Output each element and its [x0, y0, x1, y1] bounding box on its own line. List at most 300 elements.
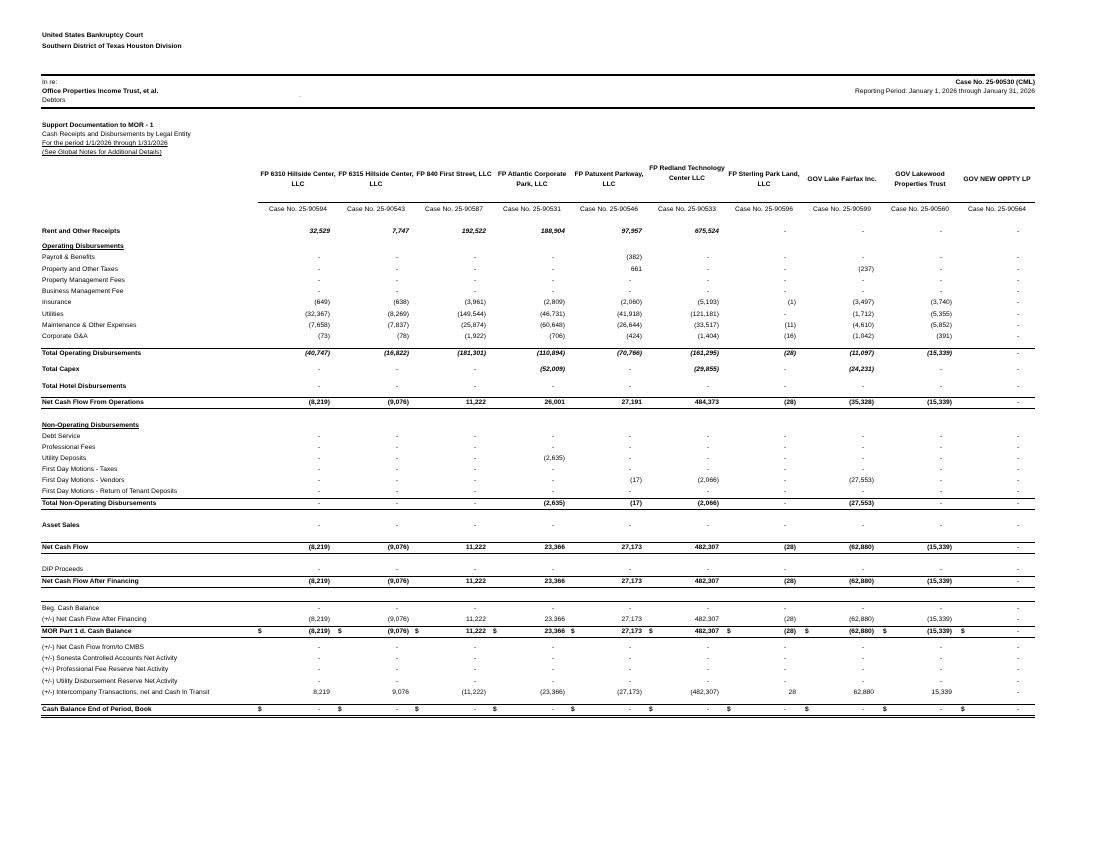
- table-cell: -: [318, 433, 321, 440]
- dollar-sign: $: [493, 706, 497, 713]
- table-cell: -: [784, 666, 787, 673]
- table-cell: -: [474, 254, 477, 261]
- row-label: Property Management Fees: [42, 277, 125, 284]
- table-cell: -: [862, 288, 865, 295]
- table-cell: -: [474, 605, 477, 612]
- table-cell: -: [318, 678, 321, 685]
- table-cell: -: [1017, 488, 1020, 495]
- table-cell: (7,658): [308, 322, 330, 329]
- row-label: Cash Balance End of Period, Book: [42, 706, 152, 713]
- table-cell: -: [707, 655, 710, 662]
- row-label: Maintenance & Other Expenses: [42, 322, 137, 329]
- table-cell: -: [1017, 383, 1020, 390]
- table-cell: (70,766): [617, 350, 642, 357]
- table-cell: -: [707, 605, 710, 612]
- table-cell: (706): [549, 333, 565, 340]
- table-rule: [41, 601, 1035, 602]
- dollar-sign: $: [649, 706, 653, 713]
- table-rule: [41, 509, 1035, 510]
- table-cell: -: [474, 277, 477, 284]
- table-cell: (4,610): [852, 322, 874, 329]
- table-cell: (16,822): [384, 350, 409, 357]
- table-cell: -: [862, 488, 865, 495]
- table-cell: 26,001: [544, 399, 565, 406]
- row-label: First Day Motions - Vendors: [42, 477, 125, 484]
- double-rule: [41, 715, 1035, 718]
- table-cell: -: [1017, 299, 1020, 306]
- table-cell: -: [396, 433, 399, 440]
- dollar-sign: $: [961, 628, 965, 635]
- table-cell: -: [396, 605, 399, 612]
- table-cell: -: [862, 455, 865, 462]
- table-cell: 23,366: [544, 628, 565, 635]
- table-cell: -: [862, 605, 865, 612]
- table-cell: -: [552, 605, 555, 612]
- table-cell: -: [318, 254, 321, 261]
- table-cell: -: [629, 433, 632, 440]
- table-cell: -: [940, 228, 943, 235]
- row-label: Business Management Fee: [42, 288, 124, 295]
- table-cell: -: [1017, 616, 1020, 623]
- table-cell: -: [629, 522, 632, 529]
- table-cell: (11): [784, 322, 796, 329]
- table-cell: (8,219): [308, 544, 330, 551]
- table-cell: (9,076): [387, 628, 409, 635]
- table-cell: 188,904: [540, 228, 565, 235]
- table-cell: 484,373: [694, 399, 719, 406]
- table-cell: -: [784, 488, 787, 495]
- row-label: (+/-) Professional Fee Reserve Net Activity: [42, 666, 169, 673]
- table-cell: (52,009): [540, 366, 565, 373]
- table-cell: (2,809): [543, 299, 565, 306]
- table-cell: (62,880): [849, 628, 874, 635]
- table-cell: -: [474, 706, 477, 713]
- court-division: Southern District of Texas Houston Division: [42, 43, 182, 50]
- dollar-sign: $: [805, 628, 809, 635]
- in-re-label: In re:: [42, 79, 58, 86]
- case-number-cell: Case No. 25-90543: [347, 206, 405, 213]
- table-cell: -: [707, 522, 710, 529]
- table-cell: -: [784, 655, 787, 662]
- table-cell: -: [396, 666, 399, 673]
- doc-notes-link[interactable]: (See Global Notes for Additional Details): [42, 149, 162, 156]
- table-cell: -: [1017, 433, 1020, 440]
- case-number-cell: Case No. 25-90546: [580, 206, 638, 213]
- table-cell: -: [940, 266, 943, 273]
- table-cell: -: [707, 254, 710, 261]
- table-cell: -: [318, 605, 321, 612]
- table-cell: -: [552, 288, 555, 295]
- table-cell: -: [474, 288, 477, 295]
- table-cell: 482,307: [694, 616, 719, 623]
- table-cell: -: [318, 288, 321, 295]
- table-cell: -: [707, 466, 710, 473]
- table-cell: -: [396, 522, 399, 529]
- table-cell: -: [784, 383, 787, 390]
- table-cell: -: [396, 488, 399, 495]
- table-rule: [41, 408, 1035, 409]
- table-cell: -: [1017, 277, 1020, 284]
- dollar-sign: $: [338, 628, 342, 635]
- header-rule: [258, 202, 1035, 203]
- table-cell: -: [1017, 399, 1020, 406]
- table-rule: [41, 576, 1035, 577]
- row-label: DIP Proceeds: [42, 566, 84, 573]
- table-rule: [41, 637, 1035, 638]
- table-cell: 27,173: [621, 544, 642, 551]
- table-cell: (1,712): [852, 311, 874, 318]
- table-cell: -: [629, 605, 632, 612]
- table-cell: (23,366): [540, 689, 565, 696]
- table-cell: -: [396, 444, 399, 451]
- table-cell: (60,648): [540, 322, 565, 329]
- table-cell: -: [862, 644, 865, 651]
- table-cell: 11,222: [465, 399, 486, 406]
- table-cell: -: [1017, 522, 1020, 529]
- table-cell: (15,339): [927, 578, 952, 585]
- dollar-sign: $: [649, 628, 653, 635]
- column-header: FP 6315 Hillside Center, LLC: [338, 171, 414, 188]
- table-cell: -: [784, 311, 787, 318]
- table-cell: -: [940, 433, 943, 440]
- table-cell: -: [1017, 266, 1020, 273]
- debtor-name: Office Properties Income Trust, et al.: [42, 88, 159, 95]
- column-header: GOV Lakewood Properties Trust: [894, 171, 946, 188]
- table-cell: -: [396, 266, 399, 273]
- table-cell: -: [629, 678, 632, 685]
- table-cell: -: [862, 706, 865, 713]
- table-cell: -: [474, 500, 477, 507]
- table-cell: 11,222: [465, 578, 486, 585]
- table-rule: [41, 587, 1035, 588]
- table-cell: -: [707, 433, 710, 440]
- table-cell: (161,295): [690, 350, 719, 357]
- table-cell: -: [1017, 466, 1020, 473]
- column-header: FP Patuxent Parkway, LLC: [574, 171, 644, 188]
- table-cell: -: [862, 254, 865, 261]
- column-header: FP Redland Technology Center LLC: [649, 165, 725, 182]
- table-cell: (27,553): [849, 500, 874, 507]
- table-cell: -: [318, 500, 321, 507]
- row-label: Corporate G&A: [42, 333, 88, 340]
- table-cell: -: [940, 366, 943, 373]
- case-number-cell: Case No. 25-90594: [269, 206, 327, 213]
- case-number-cell: Case No. 25-90599: [813, 206, 871, 213]
- table-cell: (2,635): [543, 455, 565, 462]
- stray-dot: ·: [299, 93, 302, 100]
- table-cell: -: [396, 477, 399, 484]
- table-cell: -: [940, 655, 943, 662]
- table-cell: 62,880: [853, 689, 874, 696]
- table-cell: -: [474, 678, 477, 685]
- table-cell: -: [396, 678, 399, 685]
- row-label: (+/-) Net Cash Flow from/to CMBS: [42, 644, 145, 651]
- table-cell: -: [940, 644, 943, 651]
- table-cell: (9,076): [387, 578, 409, 585]
- table-cell: (2,066): [697, 477, 719, 484]
- table-cell: (9,076): [387, 399, 409, 406]
- table-cell: (149,544): [457, 311, 486, 318]
- table-cell: 675,524: [694, 228, 719, 235]
- table-cell: 9,076: [392, 689, 409, 696]
- table-cell: -: [1017, 350, 1020, 357]
- case-number-cell: Case No. 25-90533: [658, 206, 716, 213]
- table-cell: -: [784, 455, 787, 462]
- table-cell: -: [1017, 288, 1020, 295]
- table-cell: 28: [788, 689, 796, 696]
- case-number: Case No. 25-90530 (CML): [955, 79, 1035, 86]
- table-cell: 15,339: [931, 689, 952, 696]
- table-cell: -: [552, 678, 555, 685]
- table-cell: -: [940, 706, 943, 713]
- table-cell: -: [474, 266, 477, 273]
- table-cell: -: [784, 288, 787, 295]
- table-cell: -: [1017, 628, 1020, 635]
- table-cell: -: [552, 444, 555, 451]
- row-label: Utility Deposits: [42, 455, 87, 462]
- table-cell: -: [552, 655, 555, 662]
- row-label: Utilities: [42, 311, 64, 318]
- table-cell: (1): [787, 299, 796, 306]
- table-cell: (638): [393, 299, 409, 306]
- table-cell: -: [940, 605, 943, 612]
- table-cell: (17): [630, 477, 642, 484]
- table-cell: -: [707, 444, 710, 451]
- table-cell: -: [396, 566, 399, 573]
- dollar-sign: $: [493, 628, 497, 635]
- table-cell: (25,874): [461, 322, 486, 329]
- table-cell: -: [940, 566, 943, 573]
- table-cell: -: [396, 655, 399, 662]
- dollar-sign: $: [727, 628, 731, 635]
- table-cell: -: [1017, 678, 1020, 685]
- table-cell: (382): [626, 254, 642, 261]
- table-cell: 27,173: [621, 628, 642, 635]
- table-cell: (26,644): [617, 322, 642, 329]
- reporting-period: Reporting Period: January 1, 2026 through January 31, 2026: [855, 88, 1035, 95]
- dollar-sign: $: [415, 706, 419, 713]
- table-cell: -: [396, 466, 399, 473]
- table-cell: -: [629, 666, 632, 673]
- row-label: Beg. Cash Balance: [42, 605, 100, 612]
- table-cell: -: [1017, 254, 1020, 261]
- table-cell: 482,307: [694, 628, 719, 635]
- table-rule: [41, 348, 1035, 349]
- table-rule: [41, 397, 1035, 398]
- table-cell: -: [629, 288, 632, 295]
- doc-period: For the period 1/1/2026 through 1/31/2026: [42, 140, 168, 147]
- table-cell: -: [707, 566, 710, 573]
- table-cell: -: [396, 383, 399, 390]
- table-cell: -: [396, 706, 399, 713]
- table-cell: -: [474, 488, 477, 495]
- table-cell: -: [784, 500, 787, 507]
- table-cell: -: [784, 605, 787, 612]
- table-cell: -: [474, 522, 477, 529]
- column-header: GOV Lake Fairfax Inc.: [807, 176, 877, 183]
- court-name: United States Bankruptcy Court: [42, 32, 144, 39]
- table-cell: (15,339): [927, 628, 952, 635]
- table-cell: (24,231): [849, 366, 874, 373]
- table-cell: -: [940, 500, 943, 507]
- table-cell: -: [396, 500, 399, 507]
- table-cell: -: [396, 277, 399, 284]
- table-cell: 482,307: [694, 578, 719, 585]
- table-cell: -: [474, 455, 477, 462]
- table-cell: -: [784, 522, 787, 529]
- row-label: First Day Motions - Return of Tenant Deposits: [42, 488, 178, 495]
- table-cell: -: [1017, 655, 1020, 662]
- table-cell: -: [707, 383, 710, 390]
- table-cell: -: [474, 477, 477, 484]
- table-cell: (35,328): [849, 399, 874, 406]
- table-cell: -: [1017, 455, 1020, 462]
- table-cell: -: [552, 488, 555, 495]
- table-cell: -: [1017, 311, 1020, 318]
- row-label: Total Capex: [42, 366, 80, 373]
- table-cell: -: [629, 644, 632, 651]
- table-cell: -: [474, 444, 477, 451]
- table-cell: (2,060): [620, 299, 642, 306]
- table-cell: -: [318, 522, 321, 529]
- table-cell: 661: [630, 266, 642, 273]
- table-cell: -: [474, 366, 477, 373]
- table-cell: -: [862, 666, 865, 673]
- table-cell: -: [396, 254, 399, 261]
- table-cell: -: [784, 477, 787, 484]
- table-cell: -: [1017, 500, 1020, 507]
- dollar-sign: $: [883, 706, 887, 713]
- table-cell: -: [474, 383, 477, 390]
- table-cell: -: [784, 433, 787, 440]
- table-cell: -: [552, 666, 555, 673]
- table-cell: (78): [397, 333, 409, 340]
- table-cell: -: [552, 277, 555, 284]
- row-label: Net Cash Flow After Financing: [42, 578, 139, 585]
- table-cell: -: [1017, 706, 1020, 713]
- table-cell: -: [1017, 366, 1020, 373]
- table-cell: 23,366: [544, 578, 565, 585]
- table-cell: -: [784, 644, 787, 651]
- table-cell: -: [318, 266, 321, 273]
- table-cell: 11,222: [466, 616, 486, 623]
- table-cell: -: [940, 288, 943, 295]
- table-cell: (237): [858, 266, 874, 273]
- table-cell: -: [629, 383, 632, 390]
- table-cell: -: [552, 266, 555, 273]
- table-cell: (5,355): [930, 311, 952, 318]
- table-cell: (1,042): [852, 333, 874, 340]
- table-cell: (121,181): [690, 311, 719, 318]
- column-header: FP 6310 Hillside Center, LLC: [260, 171, 336, 188]
- table-cell: -: [862, 522, 865, 529]
- table-cell: -: [552, 477, 555, 484]
- table-cell: -: [552, 383, 555, 390]
- table-cell: -: [784, 706, 787, 713]
- table-cell: -: [940, 666, 943, 673]
- table-cell: -: [629, 455, 632, 462]
- table-cell: (28): [784, 350, 796, 357]
- row-label: Total Operating Disbursements: [42, 350, 142, 357]
- table-cell: (8,219): [308, 399, 330, 406]
- row-label: (+/-) Net Cash Flow After Financing: [42, 616, 147, 623]
- table-cell: -: [784, 277, 787, 284]
- table-cell: -: [629, 444, 632, 451]
- row-label: Net Cash Flow: [42, 544, 89, 551]
- table-cell: -: [318, 706, 321, 713]
- table-cell: -: [784, 228, 787, 235]
- table-cell: -: [629, 706, 632, 713]
- table-cell: -: [474, 644, 477, 651]
- table-cell: -: [396, 644, 399, 651]
- table-cell: -: [1017, 605, 1020, 612]
- table-cell: -: [707, 455, 710, 462]
- table-cell: (29,855): [694, 366, 719, 373]
- row-label: Operating Disbursements: [42, 243, 124, 250]
- table-cell: -: [552, 706, 555, 713]
- table-cell: (62,880): [849, 544, 874, 551]
- table-cell: (28): [784, 616, 796, 623]
- table-cell: -: [629, 488, 632, 495]
- table-cell: (7,837): [387, 322, 409, 329]
- table-cell: -: [396, 366, 399, 373]
- table-cell: -: [707, 266, 710, 273]
- table-cell: -: [940, 444, 943, 451]
- table-cell: -: [552, 644, 555, 651]
- table-cell: -: [940, 254, 943, 261]
- table-cell: -: [1017, 644, 1020, 651]
- row-label: (+/-) Utility Disbursement Reserve Net Activity: [42, 678, 178, 685]
- dollar-sign: $: [571, 628, 575, 635]
- table-cell: -: [318, 477, 321, 484]
- dollar-sign: $: [415, 628, 419, 635]
- row-label: Asset Sales: [42, 522, 80, 529]
- table-cell: -: [1017, 477, 1020, 484]
- table-cell: (8,219): [308, 578, 330, 585]
- table-cell: 27,173: [621, 616, 642, 623]
- table-cell: -: [784, 444, 787, 451]
- table-cell: -: [707, 288, 710, 295]
- table-cell: -: [629, 366, 632, 373]
- dollar-sign: $: [258, 628, 262, 635]
- row-label: (+/-) Intercompany Transactions, net and Cash In Transit: [42, 689, 210, 696]
- table-rule: [41, 498, 1035, 499]
- row-label: First Day Motions - Taxes: [42, 466, 118, 473]
- table-cell: -: [318, 455, 321, 462]
- table-cell: (32,367): [305, 311, 330, 318]
- table-cell: -: [318, 655, 321, 662]
- table-cell: -: [940, 477, 943, 484]
- table-cell: 11,222: [465, 544, 486, 551]
- table-cell: -: [318, 383, 321, 390]
- table-cell: -: [940, 466, 943, 473]
- table-cell: (424): [626, 333, 642, 340]
- table-cell: 8,219: [313, 689, 330, 696]
- table-cell: -: [318, 466, 321, 473]
- table-cell: -: [1017, 228, 1020, 235]
- table-cell: 7,747: [392, 228, 409, 235]
- table-cell: -: [552, 433, 555, 440]
- table-cell: -: [1017, 333, 1020, 340]
- table-rule: [41, 542, 1035, 543]
- table-cell: -: [862, 383, 865, 390]
- doc-subtitle: Cash Receipts and Disbursements by Legal Entity: [42, 131, 191, 138]
- row-label: Non-Operating Disbursements: [42, 422, 139, 429]
- table-cell: (181,301): [457, 350, 486, 357]
- table-cell: (15,339): [927, 350, 952, 357]
- table-cell: (2,066): [697, 500, 719, 507]
- table-cell: -: [940, 522, 943, 529]
